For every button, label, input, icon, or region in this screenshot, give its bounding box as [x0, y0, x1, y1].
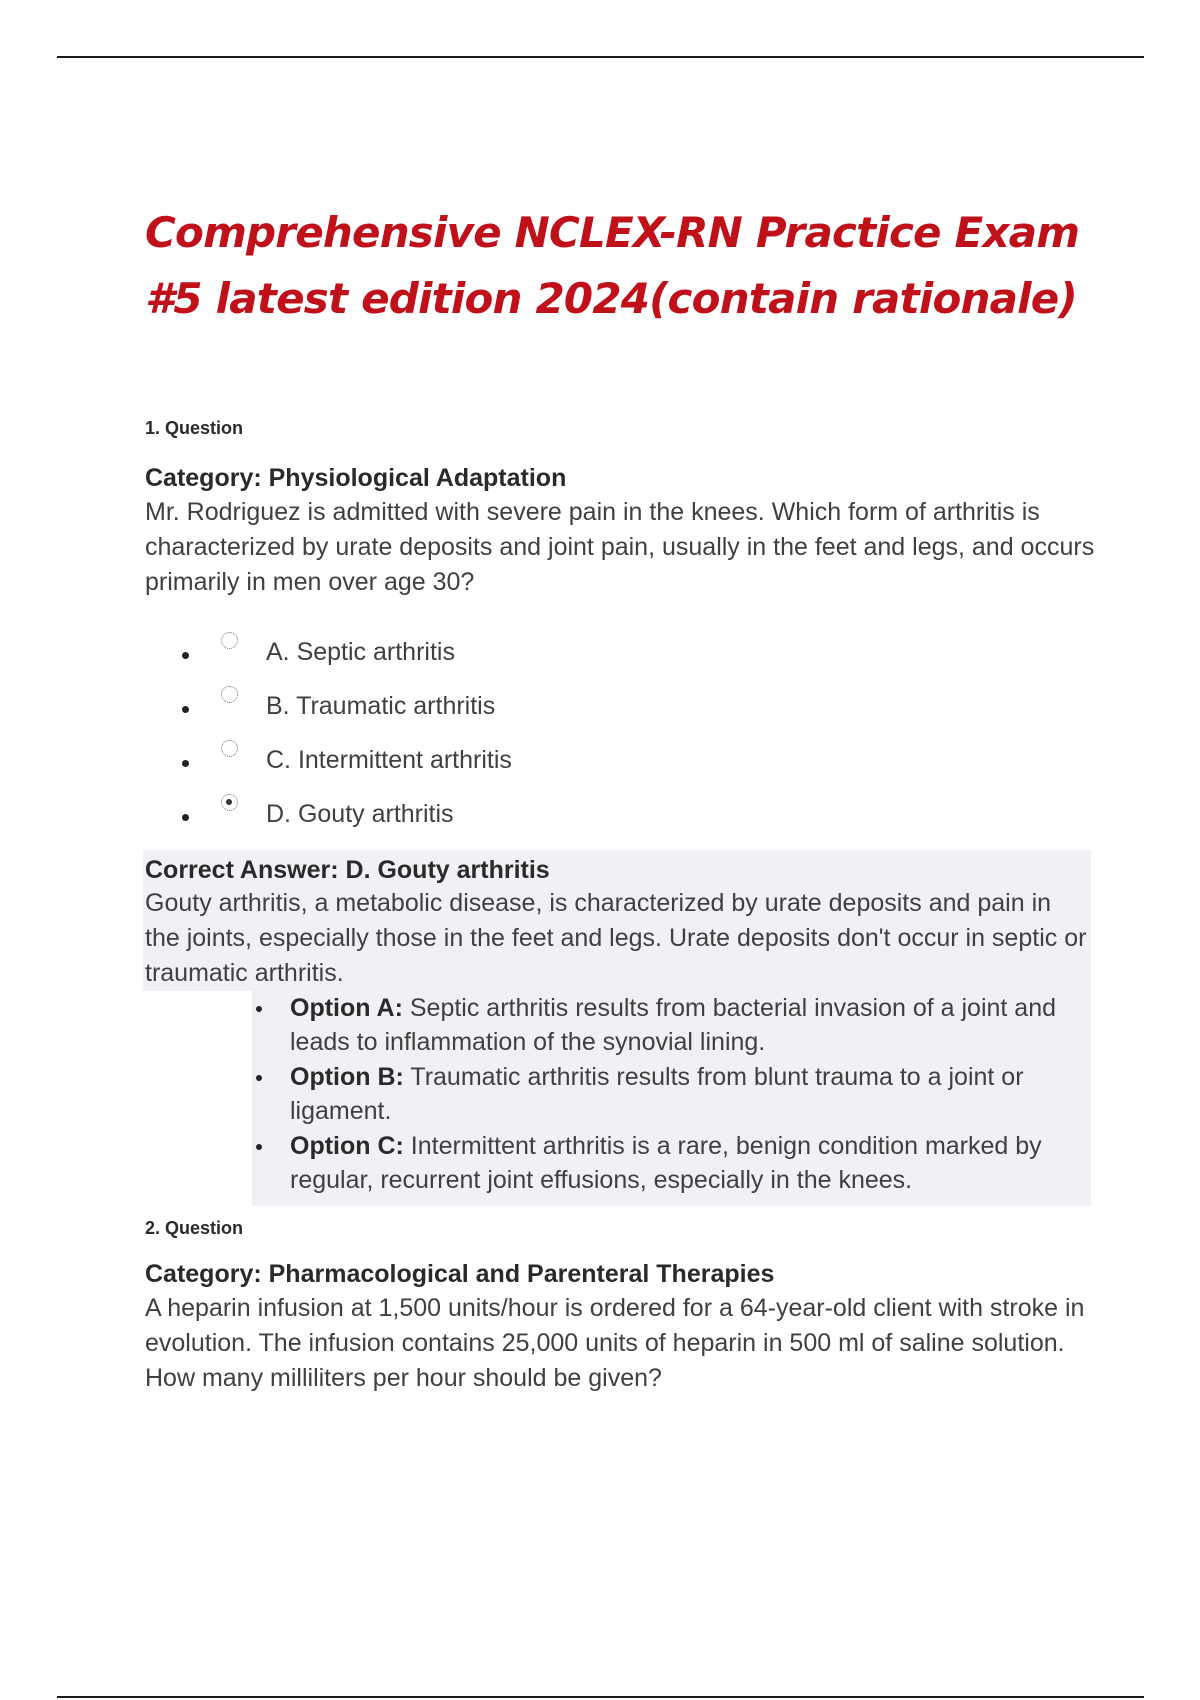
- question-1-category: Category: Physiological Adaptation: [145, 464, 567, 492]
- correct-answer-heading: Correct Answer: D. Gouty arthritis: [145, 856, 550, 884]
- rationale-label: Option C:: [290, 1132, 404, 1160]
- bullet-icon: [256, 1144, 262, 1150]
- option-label: D. Gouty arthritis: [266, 800, 454, 828]
- option-label: A. Septic arthritis: [266, 638, 455, 666]
- option-b[interactable]: [145, 694, 1095, 748]
- question-1-options: [145, 640, 1095, 856]
- bullet-icon: [182, 760, 189, 767]
- question-2-number: 2. Question: [145, 1218, 244, 1238]
- bullet-icon: [182, 706, 189, 713]
- option-label: C. Intermittent arthritis: [266, 746, 512, 774]
- question-1-text: Mr. Rodriguez is admitted with severe pain in the knees. Which form of arthritis is characterized by urate deposits and joint pain, usually in the feet and legs, and occurs primarily in men over age 30?: [145, 498, 1095, 596]
- document-title-line-2: #5 latest edition 2024(contain rationale): [145, 274, 1077, 323]
- top-rule: [57, 56, 1144, 58]
- option-c[interactable]: [145, 748, 1095, 802]
- rationale-option-a: [252, 991, 1091, 1059]
- option-a[interactable]: [145, 640, 1095, 694]
- question-1-number: 1. Question: [145, 418, 244, 438]
- bullet-icon: [182, 652, 189, 659]
- bullet-icon: [256, 1075, 262, 1081]
- rationale-label: Option A:: [290, 994, 403, 1022]
- answer-explanation: Gouty arthritis, a metabolic disease, is characterized by urate deposits and pain in the joints, especially those in the feet and legs. Urate deposits don't occur in septic or traumatic arthritis.: [145, 889, 1087, 987]
- radio-unselected-icon[interactable]: [221, 632, 238, 649]
- option-label: B. Traumatic arthritis: [266, 692, 496, 720]
- document-title-line-1: Comprehensive NCLEX-RN Practice Exam: [145, 208, 1080, 257]
- rationale-panel: [252, 991, 1091, 1206]
- bullet-icon: [256, 1006, 262, 1012]
- rationale-list: [252, 991, 1091, 1197]
- question-2: [145, 1218, 1095, 1396]
- bottom-rule: [57, 1696, 1144, 1698]
- bullet-icon: [182, 814, 189, 821]
- question-2-text: A heparin infusion at 1,500 units/hour is ordered for a 64-year-old client with stroke in evolution. The infusion contains 25,000 units of heparin in 500 ml of saline solution. How many milliliters per hour should be given?: [145, 1294, 1085, 1392]
- radio-unselected-icon[interactable]: [221, 686, 238, 703]
- radio-selected-icon[interactable]: [221, 794, 238, 811]
- rationale-text: Intermittent arthritis is a rare, benign condition marked by regular, recurrent joint effusions, especially in the knees.: [290, 1132, 1042, 1194]
- rationale-text: Traumatic arthritis results from blunt trauma to a joint or ligament.: [290, 1063, 1024, 1125]
- correct-answer-panel: [143, 850, 1091, 991]
- document-title: [145, 200, 1095, 332]
- question-2-category: Category: Pharmacological and Parenteral Therapies: [145, 1260, 775, 1288]
- rationale-option-c: [252, 1129, 1091, 1197]
- rationale-text: Septic arthritis results from bacterial invasion of a joint and leads to inflammation of the synovial lining.: [290, 994, 1057, 1056]
- rationale-label: Option B:: [290, 1063, 404, 1091]
- rationale-option-b: [252, 1060, 1091, 1128]
- radio-unselected-icon[interactable]: [221, 740, 238, 757]
- option-d[interactable]: [145, 802, 1095, 856]
- page-content: [145, 200, 1095, 856]
